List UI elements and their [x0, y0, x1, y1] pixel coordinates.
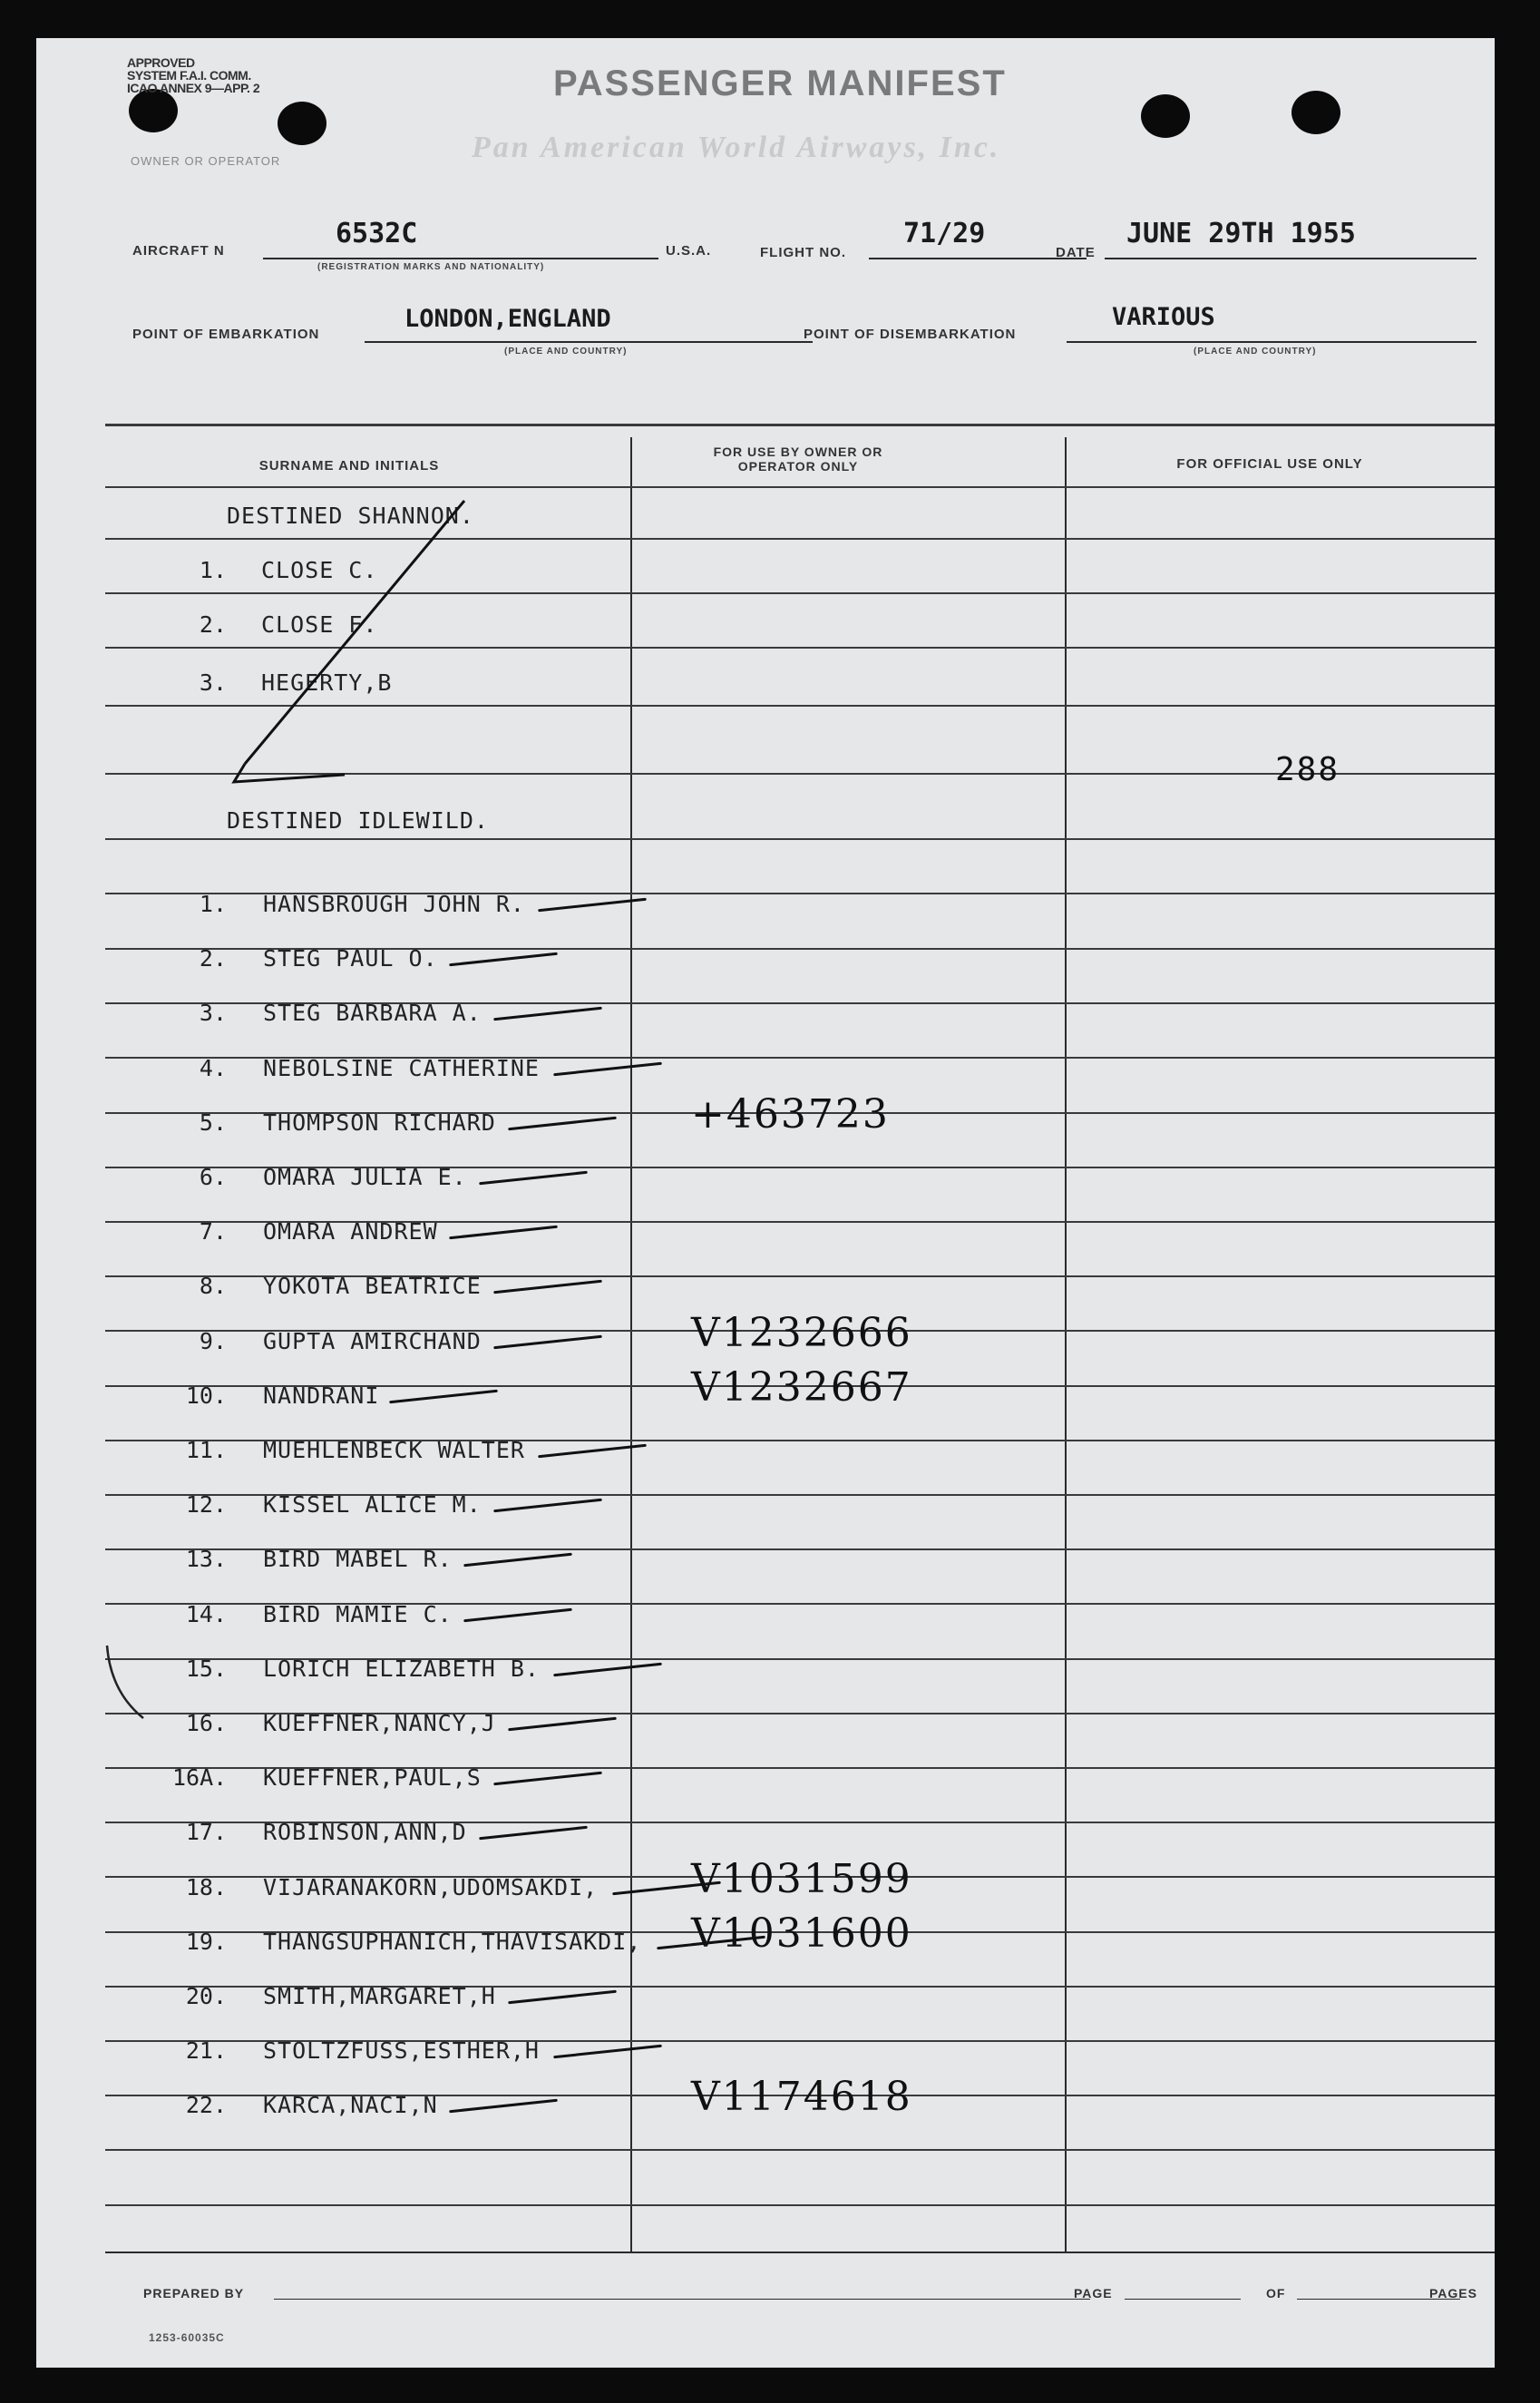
- check-stroke: [463, 1553, 572, 1568]
- passenger-name: STOLTZFUSS,ESTHER,H: [263, 2037, 540, 2064]
- passenger-number: 16.: [185, 1710, 227, 1736]
- passenger-name: BIRD MAMIE C.: [263, 1601, 453, 1627]
- passenger-number: 1.: [199, 557, 227, 583]
- flight-underline: [869, 258, 1087, 259]
- passenger-name: KUEFFNER,NANCY,J: [263, 1710, 496, 1736]
- check-stroke: [493, 1772, 602, 1786]
- owner-column-header: FOR USE BY OWNER OR OPERATOR ONLY: [713, 444, 883, 474]
- passenger-name: SMITH,MARGARET,H: [263, 1983, 496, 2009]
- embark-underline: [365, 341, 813, 343]
- passenger-name: STEG BARBARA A.: [263, 1000, 482, 1026]
- table-top-rule: [105, 424, 1495, 426]
- official-note: 288: [1275, 751, 1340, 788]
- passenger-number: 7.: [199, 1218, 227, 1245]
- check-stroke: [553, 1663, 662, 1677]
- check-stroke: [479, 1826, 588, 1841]
- check-stroke: [553, 1062, 662, 1077]
- check-stroke: [479, 1171, 588, 1186]
- passenger-name: NANDRANI: [263, 1382, 380, 1409]
- passenger-name: THANGSUPHANICH,THAVISAKDI,: [263, 1929, 642, 1955]
- disembark-value: VARIOUS: [1112, 303, 1215, 331]
- pages-label: PAGES: [1429, 2286, 1477, 2300]
- check-stroke: [493, 1007, 602, 1021]
- passenger-number: 13.: [185, 1546, 227, 1572]
- date-value: JUNE 29TH 1955: [1126, 218, 1356, 249]
- approval-line: SYSTEM F.A.I. COMM.: [127, 68, 251, 83]
- official-column-header: FOR OFFICIAL USE ONLY: [1176, 456, 1363, 472]
- approval-line: APPROVED: [127, 55, 195, 70]
- column-divider: [630, 437, 632, 2252]
- check-stroke: [449, 952, 558, 967]
- disembark-label: POINT OF DISEMBARKATION: [804, 327, 1017, 342]
- passenger-number: 14.: [185, 1601, 227, 1627]
- passenger-name: LORICH ELIZABETH B.: [263, 1656, 540, 1682]
- passenger-number: 2.: [199, 611, 227, 638]
- passenger-number: 21.: [185, 2037, 227, 2064]
- passenger-name: BIRD MABEL R.: [263, 1546, 453, 1572]
- check-stroke: [449, 1226, 558, 1240]
- check-stroke: [389, 1390, 498, 1404]
- table-rule: [105, 2204, 1495, 2206]
- passenger-name: STEG PAUL O.: [263, 945, 438, 972]
- handwritten-entry: V1232667: [691, 1364, 912, 1411]
- table-bottom-rule: [105, 2252, 1495, 2253]
- passenger-number: 3.: [199, 669, 227, 696]
- aircraft-value: 6532C: [336, 218, 418, 249]
- passenger-number: 11.: [185, 1437, 227, 1463]
- passenger-name: YOKOTA BEATRICE: [263, 1273, 482, 1299]
- passenger-number: 5.: [199, 1109, 227, 1136]
- punch-hole: [129, 89, 178, 132]
- passenger-number: 3.: [199, 1000, 227, 1026]
- date-label: DATE: [1056, 245, 1096, 260]
- flight-label: FLIGHT NO.: [760, 245, 846, 260]
- passenger-number: 19.: [185, 1929, 227, 1955]
- punch-hole: [1291, 91, 1340, 134]
- passenger-name: VIJARANAKORN,UDOMSAKDI,: [263, 1874, 599, 1900]
- approval-stamp: [127, 56, 259, 94]
- place-note: (PLACE AND COUNTRY): [1194, 347, 1317, 357]
- passenger-name: MUEHLENBECK WALTER: [263, 1437, 525, 1463]
- table-rule: [105, 838, 1495, 840]
- passenger-name: KISSEL ALICE M.: [263, 1491, 482, 1518]
- passenger-number: 16A.: [172, 1764, 228, 1791]
- passenger-number: 9.: [199, 1328, 227, 1354]
- check-stroke: [508, 1717, 617, 1732]
- form-number: 1253-60035C: [149, 2331, 225, 2344]
- prepared-by-label: PREPARED BY: [143, 2286, 245, 2300]
- passenger-name: THOMPSON RICHARD: [263, 1109, 496, 1136]
- passenger-name: ROBINSON,ANN,D: [263, 1819, 467, 1845]
- passenger-number: 2.: [199, 945, 227, 972]
- page-underline: [1125, 2299, 1241, 2300]
- usa-label: U.S.A.: [666, 243, 712, 259]
- flight-value: 71/29: [903, 218, 986, 249]
- passenger-name: GUPTA AMIRCHAND: [263, 1328, 482, 1354]
- aircraft-underline: [263, 258, 658, 259]
- page-title: PASSENGER MANIFEST: [553, 63, 1007, 103]
- punch-hole: [1141, 94, 1190, 138]
- of-label: OF: [1266, 2286, 1286, 2300]
- passenger-number: 20.: [185, 1983, 227, 2009]
- embark-value: LONDON,ENGLAND: [404, 305, 611, 333]
- place-note: (PLACE AND COUNTRY): [504, 347, 628, 357]
- registration-note: (REGISTRATION MARKS AND NATIONALITY): [317, 262, 545, 272]
- passenger-name: CLOSE F.: [261, 611, 378, 638]
- embark-label: POINT OF EMBARKATION: [132, 327, 320, 342]
- check-stroke: [553, 2045, 662, 2059]
- check-stroke: [449, 2099, 558, 2114]
- handwritten-entry: V1031600: [691, 1910, 912, 1957]
- check-stroke: [493, 1280, 602, 1294]
- passenger-name: CLOSE C.: [261, 557, 378, 583]
- passenger-name: HEGERTY,B: [261, 669, 393, 696]
- handwritten-entry: V1174618: [691, 2074, 912, 2120]
- column-divider: [1065, 437, 1067, 2252]
- approval-line: ICAO ANNEX 9—APP. 2: [127, 81, 260, 95]
- passenger-name: NEBOLSINE CATHERINE: [263, 1055, 540, 1081]
- disembark-underline: [1067, 341, 1477, 343]
- passenger-name: KARCA,NACI,N: [263, 2092, 438, 2118]
- punch-hole: [278, 102, 327, 145]
- passenger-number: 4.: [199, 1055, 227, 1081]
- passenger-number: 15.: [185, 1656, 227, 1682]
- owner-operator-label: OWNER OR OPERATOR: [131, 154, 281, 168]
- surname-column-header: SURNAME AND INITIALS: [258, 458, 440, 474]
- handwritten-entry: V1232666: [691, 1310, 912, 1356]
- check-stroke: [508, 1990, 617, 2005]
- section-idlewild: DESTINED IDLEWILD.: [227, 807, 489, 834]
- aircraft-label: AIRCRAFT N: [132, 243, 225, 259]
- prepared-by-underline: [274, 2299, 1090, 2300]
- airline-name: Pan American World Airways, Inc.: [472, 131, 1001, 164]
- passenger-name: OMARA ANDREW: [263, 1218, 438, 1245]
- handwritten-entry: V1031599: [691, 1856, 912, 1902]
- manifest-sheet: [36, 38, 1495, 2368]
- passenger-name: OMARA JULIA E.: [263, 1164, 467, 1190]
- passenger-number: 6.: [199, 1164, 227, 1190]
- check-stroke: [493, 1499, 602, 1513]
- passenger-number: 1.: [199, 891, 227, 917]
- page-label: PAGE: [1074, 2286, 1113, 2300]
- margin-mark: [102, 1642, 156, 1724]
- check-stroke: [508, 1117, 617, 1131]
- passenger-number: 12.: [185, 1491, 227, 1518]
- passenger-number: 22.: [185, 2092, 227, 2118]
- check-stroke: [493, 1335, 602, 1350]
- passenger-number: 10.: [185, 1382, 227, 1409]
- date-underline: [1105, 258, 1477, 259]
- table-rule: [105, 2149, 1495, 2151]
- strike-through-mark: [227, 464, 499, 791]
- passenger-name: HANSBROUGH JOHN R.: [263, 891, 525, 917]
- handwritten-entry: +463723: [691, 1091, 890, 1138]
- passenger-number: 18.: [185, 1874, 227, 1900]
- passenger-number: 8.: [199, 1273, 227, 1299]
- passenger-number: 17.: [185, 1819, 227, 1845]
- passenger-name: KUEFFNER,PAUL,S: [263, 1764, 482, 1791]
- section-shannon: DESTINED SHANNON.: [227, 503, 474, 529]
- check-stroke: [463, 1608, 572, 1623]
